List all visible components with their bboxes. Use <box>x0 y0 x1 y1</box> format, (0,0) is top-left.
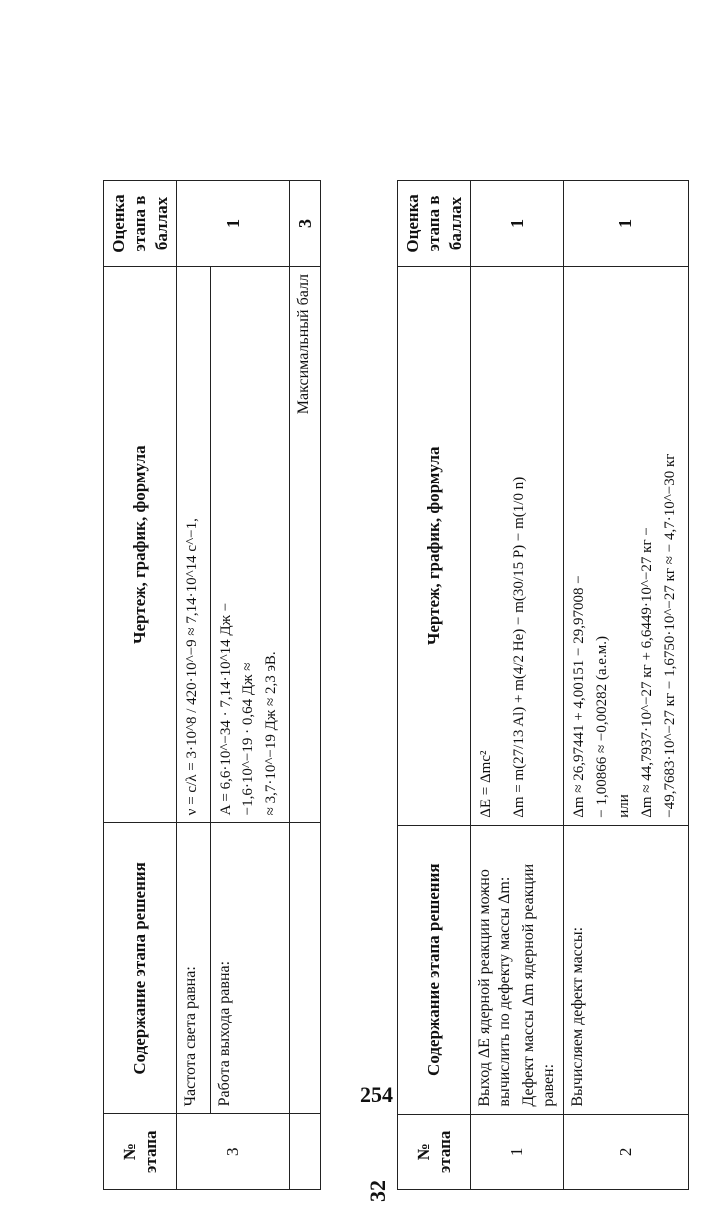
formula-line: ≈ 3,7·10^−19 Дж ≈ 2,3 эВ. <box>263 651 279 816</box>
table-row <box>176 181 210 1190</box>
score-cell: 1 <box>176 181 289 267</box>
formula-line: − 1,00866 ≈ −0,00282 (а.е.м.) <box>593 636 610 818</box>
step-text: Вычисляем дефект массы: <box>563 825 688 1114</box>
table-row <box>210 181 289 1190</box>
header-step-number: № этапа <box>104 1114 177 1190</box>
formula-line: −49,7683·10^−27 кг − 1,6750·10^−27 кг ≈ − 4,7·10^−30 кг <box>661 453 678 818</box>
step-text: Работа выхода равна: <box>210 823 289 1114</box>
step-text-cell <box>470 825 563 1114</box>
solution-table-1 <box>103 180 321 1190</box>
formula-line: Δm ≈ 26,97441 + 4,00151 − 29,97008 − <box>570 575 587 818</box>
formula-line: Δm = m(27/13 Al) + m(4/2 He) − m(30/15 P) − m(1/0 n) <box>510 476 527 818</box>
formula-line: A = 6,6·10^−34 · 7,14·10^14 Дж − <box>217 602 234 816</box>
header-step-content: Содержание этапа решения <box>104 823 177 1114</box>
formula-cell <box>210 267 289 823</box>
max-score-row <box>289 181 321 1190</box>
empty-cell <box>289 1114 321 1190</box>
solution-table-2 <box>397 180 689 1190</box>
header-step-number: № этапа <box>398 1114 471 1189</box>
table-row <box>470 181 563 1190</box>
header-score: Оценка этапа в баллах <box>398 181 471 267</box>
page-number: 254 <box>360 1082 393 1107</box>
step-number: 2 <box>563 1114 688 1189</box>
header-step-content: Содержание этапа решения <box>398 825 471 1114</box>
formula-cell <box>470 266 563 825</box>
formula-line: −1,6·10^−19 · 0,64 Дж ≈ <box>240 662 257 816</box>
score-cell: 1 <box>563 181 688 267</box>
score-cell: 1 <box>470 181 563 267</box>
table-header-row <box>398 181 471 1190</box>
task-number: 32 <box>365 1180 390 1202</box>
formula-line: или <box>616 794 633 818</box>
header-score: Оценка этапа в баллах <box>104 181 177 267</box>
step-number: 1 <box>470 1114 563 1189</box>
formula-line: ν = c/λ = 3·10^8 / 420·10^−9 ≈ 7,14·10^14 с^−1, <box>183 518 200 816</box>
formula-line: Δm ≈ 44,7937·10^−27 кг + 6,6449·10^−27 кг − <box>639 527 655 818</box>
max-score-value: 3 <box>289 181 321 267</box>
step-number: 3 <box>176 1114 289 1190</box>
step-text: Частота света равна: <box>176 823 210 1114</box>
step-text: Выход ΔE ядерной реакции можно вычислить по дефекту массы Δm: <box>475 869 513 1107</box>
rotated-content <box>95 160 685 1210</box>
formula-cell <box>563 266 688 825</box>
header-formula: Чертеж, график, формула <box>398 266 471 825</box>
step-text: Дефект массы Δm ядерной реакции равен: <box>519 863 557 1107</box>
table-row <box>563 181 688 1190</box>
table-header-row <box>104 181 177 1190</box>
header-formula: Чертеж, график, формула <box>104 267 177 823</box>
formula-line: ΔE = Δmc² <box>477 750 494 818</box>
max-score-label: Максимальный балл <box>289 267 321 823</box>
empty-cell <box>289 823 321 1114</box>
formula-cell <box>176 267 210 823</box>
